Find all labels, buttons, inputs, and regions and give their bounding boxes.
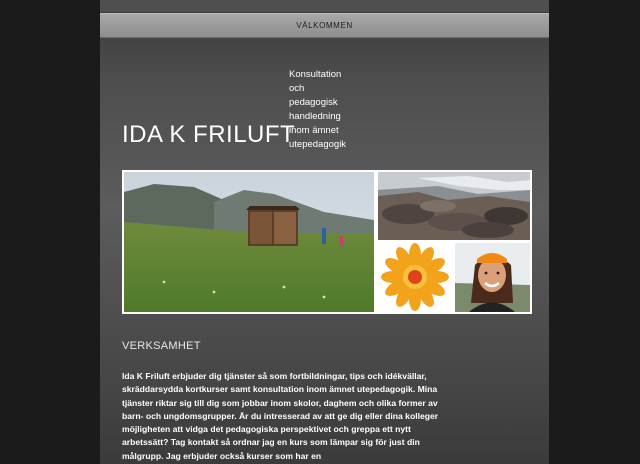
- body-paragraph: Ida K Friluft erbjuder dig tjänster så som fortbildningar, tips och idékvällar, skräddarsydda kortkurser samt konsultation inom ämnet utepedagogik. Mina tjänster riktar sig till dig som jobbar inom skolor, daghem och olika former av barn- och ungdomsgrupper. Är du intresserad av att ge dig eller dina kolleger möjligheten att vidga det pedagogiska perspektivet och greppa ett nytt arbetssätt? Tag kontakt så ordnar jag en kurs som lämpar sig för just din målgrupp. Jag erbjuder också kurser som har en: [122, 371, 439, 461]
- page-container: [100, 0, 549, 464]
- tagline-line: och: [289, 83, 305, 94]
- mountain-landscape-photo: [122, 170, 376, 314]
- section-heading: VERKSAMHET: [122, 340, 201, 352]
- tagline-line: handledning: [289, 111, 341, 122]
- site-tagline: [289, 68, 359, 152]
- orange-flower-photo: [376, 241, 454, 314]
- site-title[interactable]: IDA K FRILUFT: [122, 121, 296, 148]
- top-strip: [100, 0, 549, 12]
- rocky-shore-photo: [376, 170, 532, 242]
- tagline-line: Konsultation: [289, 69, 342, 80]
- tagline-line: inom ämnet: [289, 125, 339, 136]
- nav-item-valkommen[interactable]: VÄLKOMMEN: [296, 21, 353, 30]
- nav-bar: [100, 13, 549, 38]
- tagline-line: utepedagogik: [289, 139, 347, 150]
- tagline-line: pedagogisk: [289, 97, 338, 108]
- smiling-woman-photo: [453, 241, 532, 314]
